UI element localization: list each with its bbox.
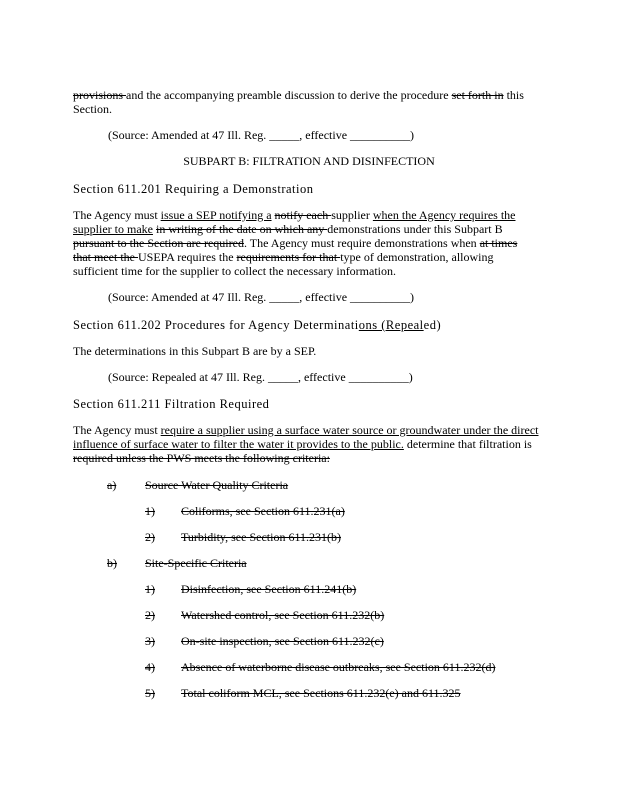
- deleted-text: provisions: [73, 88, 127, 102]
- text: and the accompanying preamble discussion to derive the procedure: [126, 88, 452, 102]
- blank-register: _____: [267, 370, 298, 384]
- section-211-heading: Section 611.211 Filtration Required: [73, 397, 270, 411]
- source-text: , effective: [297, 370, 349, 384]
- heading-text: ed): [423, 318, 442, 332]
- inserted-text: supplier to make: [73, 222, 153, 236]
- s211-line-3: [73, 451, 330, 465]
- source-text: ): [410, 290, 415, 304]
- s211-line-1: [73, 423, 539, 437]
- source-text: , effective: [299, 128, 351, 142]
- deleted-text: requirements for that: [236, 250, 341, 264]
- s211-line-2: [73, 437, 532, 451]
- heading-text: Section 611.202 Procedures for Agency Determinati: [73, 318, 359, 332]
- blank-register: _____: [269, 290, 300, 304]
- deleted-text: required unless the PWS meets the following criteria:: [73, 451, 330, 465]
- deleted-text: pursuant to the Section are required: [73, 236, 244, 250]
- source-note-1: [108, 128, 414, 142]
- source-text: (Source: Repealed at 47 Ill. Reg.: [108, 370, 268, 384]
- blank-effective: __________: [350, 128, 411, 142]
- blank-register: _____: [269, 128, 300, 142]
- source-text: ): [408, 370, 413, 384]
- list-label-b3: 3): [145, 634, 155, 648]
- text: The Agency must: [73, 423, 161, 437]
- list-item-a1: Coliforms, see Section 611.231(a): [181, 504, 345, 518]
- list-label-b: b): [107, 556, 117, 570]
- text: . The Agency must require demonstrations when: [243, 236, 480, 250]
- list-label-b5: 5): [145, 686, 155, 700]
- intro-line-2: Section.: [73, 102, 112, 116]
- list-label-b4: 4): [145, 660, 155, 674]
- s201-line-5: sufficient time for the supplier to collect the necessary information.: [73, 264, 397, 278]
- source-text: , effective: [299, 290, 351, 304]
- list-item-a: Source Water Quality Criteria: [145, 478, 289, 492]
- list-item-b5: Total coliform MCL, see Sections 611.232(e) and 611.325: [181, 686, 461, 700]
- inserted-text: require a supplier using a surface water source or groundwater under the direct: [160, 423, 539, 437]
- inserted-text: ons (Repeal: [358, 318, 424, 332]
- intro-line-1: [73, 88, 524, 102]
- s201-line-3: [73, 236, 517, 250]
- s201-line-1: [73, 208, 516, 222]
- text: The Agency must: [73, 208, 161, 222]
- deleted-text: that meet the: [73, 250, 138, 264]
- source-text: (Source: Amended at 47 Ill. Reg.: [108, 128, 270, 142]
- source-note-2: [108, 290, 414, 304]
- deleted-text: at times: [479, 236, 518, 250]
- source-text: ): [410, 128, 415, 142]
- deleted-text: set forth in: [451, 88, 504, 102]
- source-text: (Source: Amended at 47 Ill. Reg.: [108, 290, 270, 304]
- text: demonstrations under this Subpart B: [327, 222, 503, 236]
- text: type of demonstration, allowing: [340, 250, 494, 264]
- text: supplier: [331, 208, 373, 222]
- s201-line-4: [73, 250, 494, 264]
- list-item-b2: Watershed control, see Section 611.232(b): [181, 608, 385, 622]
- list-label-a1: 1): [145, 504, 155, 518]
- list-item-b: Site-Specific Criteria: [145, 556, 247, 570]
- source-note-3: [108, 370, 413, 384]
- list-item-b4: Absence of waterborne disease outbreaks, see Section 611.232(d): [181, 660, 496, 674]
- section-202-heading: [73, 318, 441, 332]
- list-label-b1: 1): [145, 582, 155, 596]
- inserted-text: influence of surface water to filter the water it provides to the public.: [73, 437, 404, 451]
- blank-effective: __________: [348, 370, 409, 384]
- text: determine that filtration is: [403, 437, 532, 451]
- blank-effective: __________: [350, 290, 411, 304]
- inserted-text: when the Agency requires the: [372, 208, 516, 222]
- list-item-a2: Turbidity, see Section 611.231(b): [181, 530, 341, 544]
- list-item-b1: Disinfection, see Section 611.241(b): [181, 582, 357, 596]
- s201-line-2: [73, 222, 503, 236]
- deleted-text: in writing of the date on which any: [155, 222, 328, 236]
- list-label-a: a): [107, 478, 117, 492]
- s202-body: The determinations in this Subpart B are by a SEP.: [73, 344, 317, 358]
- list-label-a2: 2): [145, 530, 155, 544]
- list-label-b2: 2): [145, 608, 155, 622]
- deleted-text: notify each: [274, 208, 332, 222]
- section-201-heading: Section 611.201 Requiring a Demonstration: [73, 182, 314, 196]
- inserted-text: issue a SEP notifying a: [160, 208, 272, 222]
- subpart-title: SUBPART B: FILTRATION AND DISINFECTION: [183, 154, 435, 168]
- list-item-b3: On-site inspection, see Section 611.232(c): [181, 634, 384, 648]
- text: this: [503, 88, 524, 102]
- text: USEPA requires the: [137, 250, 237, 264]
